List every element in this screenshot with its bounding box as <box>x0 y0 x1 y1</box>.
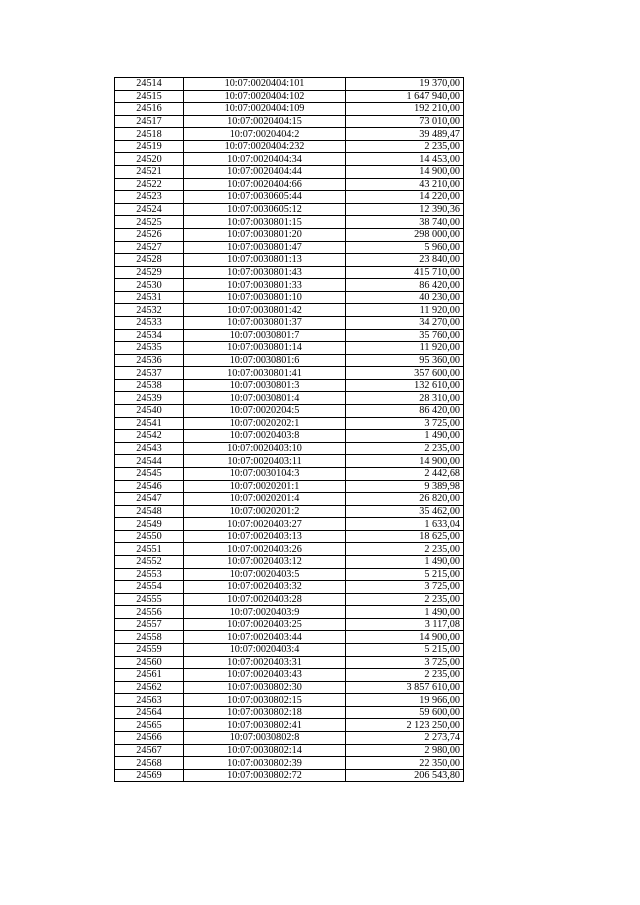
cadastral-value-cell: 5 215,00 <box>346 644 464 657</box>
table-row <box>115 342 464 355</box>
cadastral-value-cell: 1 490,00 <box>346 430 464 443</box>
cadastral-number-cell: 10:07:0030802:30 <box>184 681 346 694</box>
cadastral-number-cell: 10:07:0020403:4 <box>184 644 346 657</box>
row-number-cell: 24537 <box>115 367 184 380</box>
row-number-cell: 24535 <box>115 342 184 355</box>
cadastral-value-cell: 73 010,00 <box>346 115 464 128</box>
cadastral-number-cell: 10:07:0020403:5 <box>184 568 346 581</box>
table-row <box>115 518 464 531</box>
cadastral-value-cell: 14 900,00 <box>346 455 464 468</box>
row-number-cell: 24518 <box>115 128 184 141</box>
cadastral-value-cell: 9 389,98 <box>346 480 464 493</box>
cadastral-value-cell: 40 230,00 <box>346 291 464 304</box>
cadastral-number-cell: 10:07:0020403:27 <box>184 518 346 531</box>
table-row <box>115 467 464 480</box>
cadastral-number-cell: 10:07:0030801:10 <box>184 291 346 304</box>
cadastral-value-cell: 132 610,00 <box>346 379 464 392</box>
table-row <box>115 392 464 405</box>
cadastral-number-cell: 10:07:0030801:14 <box>184 342 346 355</box>
row-number-cell: 24523 <box>115 191 184 204</box>
cadastral-value-cell: 298 000,00 <box>346 228 464 241</box>
cadastral-value-cell: 2 235,00 <box>346 140 464 153</box>
cadastral-number-cell: 10:07:0030801:6 <box>184 354 346 367</box>
row-number-cell: 24533 <box>115 316 184 329</box>
cadastral-number-cell: 10:07:0030801:41 <box>184 367 346 380</box>
cadastral-number-cell: 10:07:0030605:12 <box>184 203 346 216</box>
table-row <box>115 430 464 443</box>
cadastral-number-cell: 10:07:0030802:39 <box>184 757 346 770</box>
row-number-cell: 24530 <box>115 279 184 292</box>
table-row <box>115 543 464 556</box>
table-row <box>115 178 464 191</box>
cadastral-value-cell: 2 235,00 <box>346 543 464 556</box>
cadastral-number-cell: 10:07:0030801:42 <box>184 304 346 317</box>
row-number-cell: 24563 <box>115 694 184 707</box>
row-number-cell: 24552 <box>115 555 184 568</box>
row-number-cell: 24515 <box>115 90 184 103</box>
cadastral-number-cell: 10:07:0020403:43 <box>184 669 346 682</box>
row-number-cell: 24520 <box>115 153 184 166</box>
cadastral-number-cell: 10:07:0030801:4 <box>184 392 346 405</box>
cadastral-number-cell: 10:07:0020403:44 <box>184 631 346 644</box>
cadastral-number-cell: 10:07:0020404:44 <box>184 166 346 179</box>
table-row <box>115 631 464 644</box>
table-row <box>115 191 464 204</box>
row-number-cell: 24527 <box>115 241 184 254</box>
cadastral-number-cell: 10:07:0020403:12 <box>184 555 346 568</box>
row-number-cell: 24526 <box>115 228 184 241</box>
row-number-cell: 24522 <box>115 178 184 191</box>
cadastral-value-cell: 2 235,00 <box>346 669 464 682</box>
table-row <box>115 732 464 745</box>
table-row <box>115 493 464 506</box>
table-row <box>115 316 464 329</box>
row-number-cell: 24559 <box>115 644 184 657</box>
cadastral-value-cell: 1 490,00 <box>346 555 464 568</box>
cadastral-value-cell: 14 453,00 <box>346 153 464 166</box>
row-number-cell: 24569 <box>115 769 184 782</box>
table-row <box>115 266 464 279</box>
table-row <box>115 706 464 719</box>
cadastral-value-cell: 35 462,00 <box>346 505 464 518</box>
table-row <box>115 644 464 657</box>
cadastral-value-cell: 415 710,00 <box>346 266 464 279</box>
table-row <box>115 78 464 91</box>
cadastral-number-cell: 10:07:0020404:15 <box>184 115 346 128</box>
table-row <box>115 568 464 581</box>
cadastral-number-cell: 10:07:0020404:101 <box>184 78 346 91</box>
cadastral-value-cell: 14 220,00 <box>346 191 464 204</box>
cadastral-value-cell: 2 235,00 <box>346 593 464 606</box>
row-number-cell: 24525 <box>115 216 184 229</box>
cadastral-number-cell: 10:07:0030801:3 <box>184 379 346 392</box>
row-number-cell: 24543 <box>115 442 184 455</box>
table-row <box>115 618 464 631</box>
row-number-cell: 24567 <box>115 744 184 757</box>
table-row <box>115 203 464 216</box>
row-number-cell: 24519 <box>115 140 184 153</box>
table-row <box>115 606 464 619</box>
table-row <box>115 90 464 103</box>
table-row <box>115 216 464 229</box>
table-row <box>115 769 464 782</box>
cadastral-value-cell: 5 960,00 <box>346 241 464 254</box>
row-number-cell: 24565 <box>115 719 184 732</box>
cadastral-value-cell: 59 600,00 <box>346 706 464 719</box>
cadastral-number-cell: 10:07:0020403:9 <box>184 606 346 619</box>
row-number-cell: 24516 <box>115 103 184 116</box>
table-row <box>115 405 464 418</box>
cadastral-value-cell: 86 420,00 <box>346 405 464 418</box>
table-row <box>115 593 464 606</box>
cadastral-value-cell: 2 235,00 <box>346 442 464 455</box>
cadastral-number-cell: 10:07:0030802:41 <box>184 719 346 732</box>
row-number-cell: 24550 <box>115 530 184 543</box>
row-number-cell: 24548 <box>115 505 184 518</box>
row-number-cell: 24534 <box>115 329 184 342</box>
table-row <box>115 166 464 179</box>
cadastral-value-cell: 14 900,00 <box>346 166 464 179</box>
table-row <box>115 128 464 141</box>
row-number-cell: 24539 <box>115 392 184 405</box>
table-row <box>115 228 464 241</box>
cadastral-value-cell: 2 980,00 <box>346 744 464 757</box>
cadastral-value-cell: 5 215,00 <box>346 568 464 581</box>
cadastral-value-cell: 3 725,00 <box>346 581 464 594</box>
table-row <box>115 329 464 342</box>
cadastral-number-cell: 10:07:0020201:4 <box>184 493 346 506</box>
row-number-cell: 24529 <box>115 266 184 279</box>
table-row <box>115 480 464 493</box>
table-row <box>115 505 464 518</box>
row-number-cell: 24568 <box>115 757 184 770</box>
cadastral-value-cell: 19 966,00 <box>346 694 464 707</box>
cadastral-number-cell: 10:07:0030802:72 <box>184 769 346 782</box>
table-row <box>115 530 464 543</box>
cadastral-value-cell: 3 725,00 <box>346 656 464 669</box>
cadastral-number-cell: 10:07:0020403:31 <box>184 656 346 669</box>
row-number-cell: 24546 <box>115 480 184 493</box>
row-number-cell: 24524 <box>115 203 184 216</box>
cadastral-number-cell: 10:07:0030802:18 <box>184 706 346 719</box>
row-number-cell: 24531 <box>115 291 184 304</box>
row-number-cell: 24549 <box>115 518 184 531</box>
cadastral-value-cell: 1 647 940,00 <box>346 90 464 103</box>
cadastral-value-cell: 18 625,00 <box>346 530 464 543</box>
cadastral-value-cell: 192 210,00 <box>346 103 464 116</box>
cadastral-value-cell: 95 360,00 <box>346 354 464 367</box>
cadastral-value-cell: 28 310,00 <box>346 392 464 405</box>
table-row <box>115 291 464 304</box>
row-number-cell: 24536 <box>115 354 184 367</box>
cadastral-number-cell: 10:07:0030605:44 <box>184 191 346 204</box>
cadastral-value-cell: 26 820,00 <box>346 493 464 506</box>
cadastral-value-cell: 3 725,00 <box>346 417 464 430</box>
cadastral-number-cell: 10:07:0030801:15 <box>184 216 346 229</box>
table-row <box>115 669 464 682</box>
row-number-cell: 24556 <box>115 606 184 619</box>
table-row <box>115 442 464 455</box>
table-row <box>115 744 464 757</box>
row-number-cell: 24564 <box>115 706 184 719</box>
cadastral-number-cell: 10:07:0020403:10 <box>184 442 346 455</box>
cadastral-value-cell: 3 857 610,00 <box>346 681 464 694</box>
cadastral-number-cell: 10:07:0020204:5 <box>184 405 346 418</box>
cadastral-number-cell: 10:07:0030801:47 <box>184 241 346 254</box>
table-row <box>115 555 464 568</box>
row-number-cell: 24551 <box>115 543 184 556</box>
cadastral-value-cell: 11 920,00 <box>346 304 464 317</box>
cadastral-number-cell: 10:07:0020202:1 <box>184 417 346 430</box>
cadastral-value-cell: 38 740,00 <box>346 216 464 229</box>
cadastral-number-cell: 10:07:0020403:26 <box>184 543 346 556</box>
cadastral-value-cell: 357 600,00 <box>346 367 464 380</box>
table-row <box>115 455 464 468</box>
cadastral-number-cell: 10:07:0020403:11 <box>184 455 346 468</box>
cadastral-number-cell: 10:07:0020403:13 <box>184 530 346 543</box>
table-row <box>115 681 464 694</box>
cadastral-number-cell: 10:07:0020403:25 <box>184 618 346 631</box>
cadastral-value-cell: 2 273,74 <box>346 732 464 745</box>
row-number-cell: 24566 <box>115 732 184 745</box>
cadastral-value-cell: 11 920,00 <box>346 342 464 355</box>
row-number-cell: 24517 <box>115 115 184 128</box>
cadastral-number-cell: 10:07:0030802:8 <box>184 732 346 745</box>
row-number-cell: 24514 <box>115 78 184 91</box>
row-number-cell: 24557 <box>115 618 184 631</box>
row-number-cell: 24532 <box>115 304 184 317</box>
cadastral-value-cell: 39 489,47 <box>346 128 464 141</box>
cadastral-number-cell: 10:07:0020403:8 <box>184 430 346 443</box>
cadastral-number-cell: 10:07:0020201:2 <box>184 505 346 518</box>
table-row <box>115 417 464 430</box>
table-row <box>115 254 464 267</box>
cadastral-value-cell: 23 840,00 <box>346 254 464 267</box>
row-number-cell: 24545 <box>115 467 184 480</box>
row-number-cell: 24554 <box>115 581 184 594</box>
cadastral-number-cell: 10:07:0030104:3 <box>184 467 346 480</box>
table-row <box>115 757 464 770</box>
row-number-cell: 24562 <box>115 681 184 694</box>
cadastral-value-cell: 1 633,04 <box>346 518 464 531</box>
table-row <box>115 354 464 367</box>
cadastral-number-cell: 10:07:0030802:15 <box>184 694 346 707</box>
row-number-cell: 24555 <box>115 593 184 606</box>
cadastral-number-cell: 10:07:0030801:37 <box>184 316 346 329</box>
cadastral-number-cell: 10:07:0030801:7 <box>184 329 346 342</box>
table-row <box>115 694 464 707</box>
cadastral-number-cell: 10:07:0020404:102 <box>184 90 346 103</box>
cadastral-value-cell: 19 370,00 <box>346 78 464 91</box>
cadastral-number-cell: 10:07:0030802:14 <box>184 744 346 757</box>
row-number-cell: 24528 <box>115 254 184 267</box>
cadastral-value-cell: 1 490,00 <box>346 606 464 619</box>
cadastral-number-cell: 10:07:0030801:43 <box>184 266 346 279</box>
row-number-cell: 24540 <box>115 405 184 418</box>
table-row <box>115 153 464 166</box>
cadastral-number-cell: 10:07:0020404:2 <box>184 128 346 141</box>
table-row <box>115 367 464 380</box>
cadastral-value-table <box>114 77 464 782</box>
cadastral-number-cell: 10:07:0020403:32 <box>184 581 346 594</box>
cadastral-value-cell: 86 420,00 <box>346 279 464 292</box>
cadastral-number-cell: 10:07:0030801:33 <box>184 279 346 292</box>
table-row <box>115 656 464 669</box>
row-number-cell: 24553 <box>115 568 184 581</box>
cadastral-value-cell: 22 350,00 <box>346 757 464 770</box>
cadastral-number-cell: 10:07:0020404:34 <box>184 153 346 166</box>
row-number-cell: 24541 <box>115 417 184 430</box>
row-number-cell: 24542 <box>115 430 184 443</box>
table-row <box>115 103 464 116</box>
cadastral-value-cell: 34 270,00 <box>346 316 464 329</box>
table-row <box>115 279 464 292</box>
cadastral-value-cell: 2 442,68 <box>346 467 464 480</box>
row-number-cell: 24521 <box>115 166 184 179</box>
cadastral-value-cell: 2 123 250,00 <box>346 719 464 732</box>
cadastral-number-cell: 10:07:0020201:1 <box>184 480 346 493</box>
table-row <box>115 115 464 128</box>
cadastral-value-cell: 3 117,08 <box>346 618 464 631</box>
row-number-cell: 24561 <box>115 669 184 682</box>
cadastral-number-cell: 10:07:0020404:109 <box>184 103 346 116</box>
table-body <box>115 78 464 782</box>
cadastral-number-cell: 10:07:0020404:66 <box>184 178 346 191</box>
table-row <box>115 140 464 153</box>
table-row <box>115 379 464 392</box>
cadastral-number-cell: 10:07:0020403:28 <box>184 593 346 606</box>
row-number-cell: 24538 <box>115 379 184 392</box>
cadastral-number-cell: 10:07:0030801:13 <box>184 254 346 267</box>
cadastral-value-cell: 206 543,80 <box>346 769 464 782</box>
table-row <box>115 581 464 594</box>
row-number-cell: 24544 <box>115 455 184 468</box>
row-number-cell: 24560 <box>115 656 184 669</box>
table-row <box>115 719 464 732</box>
row-number-cell: 24547 <box>115 493 184 506</box>
cadastral-value-cell: 14 900,00 <box>346 631 464 644</box>
table-row <box>115 304 464 317</box>
cadastral-value-cell: 35 760,00 <box>346 329 464 342</box>
table-row <box>115 241 464 254</box>
row-number-cell: 24558 <box>115 631 184 644</box>
cadastral-number-cell: 10:07:0020404:232 <box>184 140 346 153</box>
cadastral-number-cell: 10:07:0030801:20 <box>184 228 346 241</box>
cadastral-value-cell: 12 390,36 <box>346 203 464 216</box>
cadastral-value-cell: 43 210,00 <box>346 178 464 191</box>
